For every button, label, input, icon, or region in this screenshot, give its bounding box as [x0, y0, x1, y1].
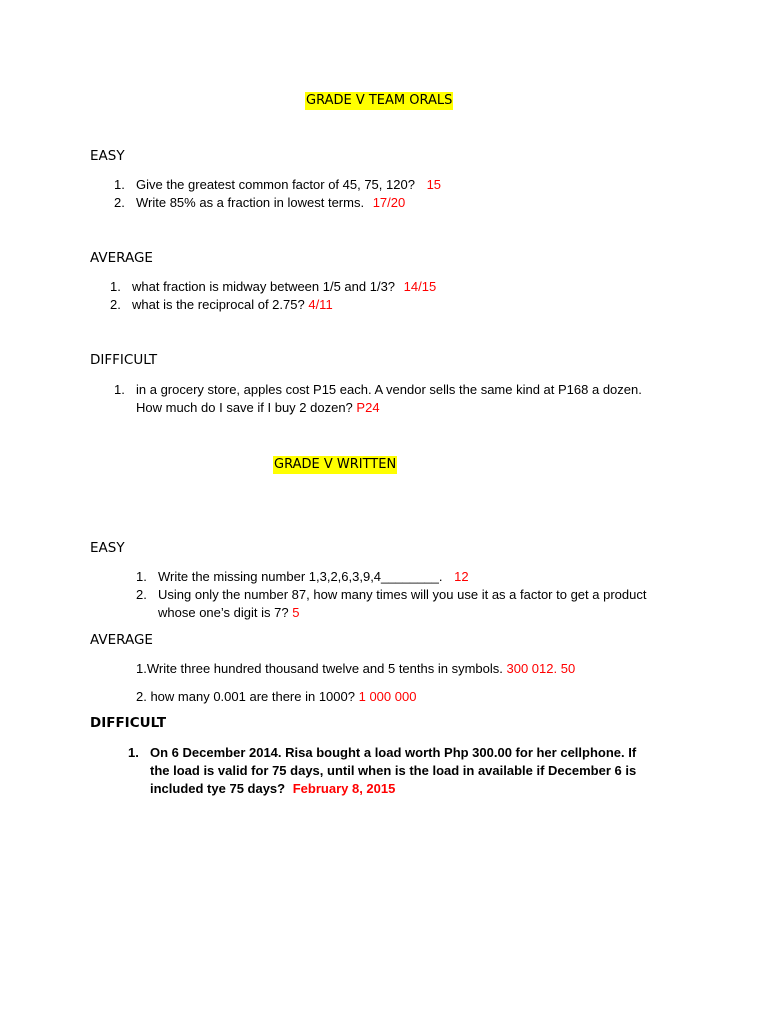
orals-easy-item-1	[136, 176, 441, 194]
answer-text: 15	[426, 177, 442, 192]
orals-easy-item-2-number: 2.	[114, 195, 125, 210]
answer-text: 14/15	[403, 279, 437, 294]
orals-easy-heading: EASY	[90, 148, 125, 164]
written-easy-item-2-line-1: Using only the number 87, how many times will you use it as a factor to get a product	[158, 587, 647, 602]
answer-text: 1 000 000	[358, 689, 417, 704]
question-text: Give the greatest common factor of 45, 75, 120?	[136, 177, 415, 192]
question-text: Write 85% as a fraction in lowest terms.	[136, 195, 365, 210]
orals-average-heading: AVERAGE	[90, 250, 153, 266]
orals-difficult-item-1-line-2	[136, 399, 380, 417]
written-difficult-item-1-line-3	[150, 780, 395, 798]
team-orals-title: GRADE V TEAM ORALS	[306, 93, 453, 108]
orals-average-item-1	[132, 278, 436, 296]
written-difficult-heading: DIFFICULT	[90, 715, 167, 731]
written-easy-item-1	[158, 568, 469, 586]
written-title: GRADE V WRITTEN	[274, 457, 397, 472]
answer-text: 12	[454, 569, 469, 584]
written-easy-heading: EASY	[90, 540, 125, 556]
written-difficult-item-1-line-1: On 6 December 2014. Risa bought a load worth Php 300.00 for her cellphone. If	[150, 745, 637, 760]
written-easy-item-2-line-2	[158, 604, 299, 622]
answer-text: 5	[292, 605, 300, 620]
answer-text: 300 012. 50	[506, 661, 576, 676]
answer-text: 4/11	[308, 297, 333, 312]
orals-easy-item-2	[136, 194, 405, 212]
question-text: what fraction is midway between 1/5 and 1/3?	[132, 279, 396, 294]
orals-average-item-2-number: 2.	[110, 297, 121, 312]
orals-average-item-2	[132, 296, 333, 314]
question-text: How much do I save if I buy 2 dozen?	[136, 400, 353, 415]
question-text: what is the reciprocal of 2.75?	[132, 297, 305, 312]
orals-average-item-1-number: 1.	[110, 279, 121, 294]
orals-difficult-heading: DIFFICULT	[90, 352, 158, 368]
written-average-heading: AVERAGE	[90, 632, 153, 648]
orals-difficult-item-1-line-1: in a grocery store, apples cost P15 each. A vendor sells the same kind at P168 a dozen.	[136, 382, 642, 397]
written-difficult-item-1-line-2: the load is valid for 75 days, until when is the load in available if December 6 is	[150, 763, 637, 778]
written-easy-item-1-number: 1.	[136, 569, 147, 584]
written-difficult-item-1-number: 1.	[128, 745, 139, 760]
written-average-item-1	[136, 660, 575, 678]
written-average-item-2	[136, 688, 416, 706]
answer-text: P24	[356, 400, 380, 415]
question-text: Write the missing number 1,3,2,6,3,9,4________.	[158, 569, 443, 584]
orals-easy-item-1-number: 1.	[114, 177, 125, 192]
question-text: whose one’s digit is 7?	[158, 605, 289, 620]
answer-text: 17/20	[372, 195, 406, 210]
question-text: included tye 75 days?	[150, 781, 286, 796]
orals-difficult-item-1-number: 1.	[114, 382, 125, 397]
question-text: 2. how many 0.001 are there in 1000?	[136, 689, 355, 704]
question-text: 1.Write three hundred thousand twelve and 5 tenths in symbols.	[136, 661, 503, 676]
answer-text: February 8, 2015	[292, 781, 396, 796]
written-easy-item-2-number: 2.	[136, 587, 147, 602]
